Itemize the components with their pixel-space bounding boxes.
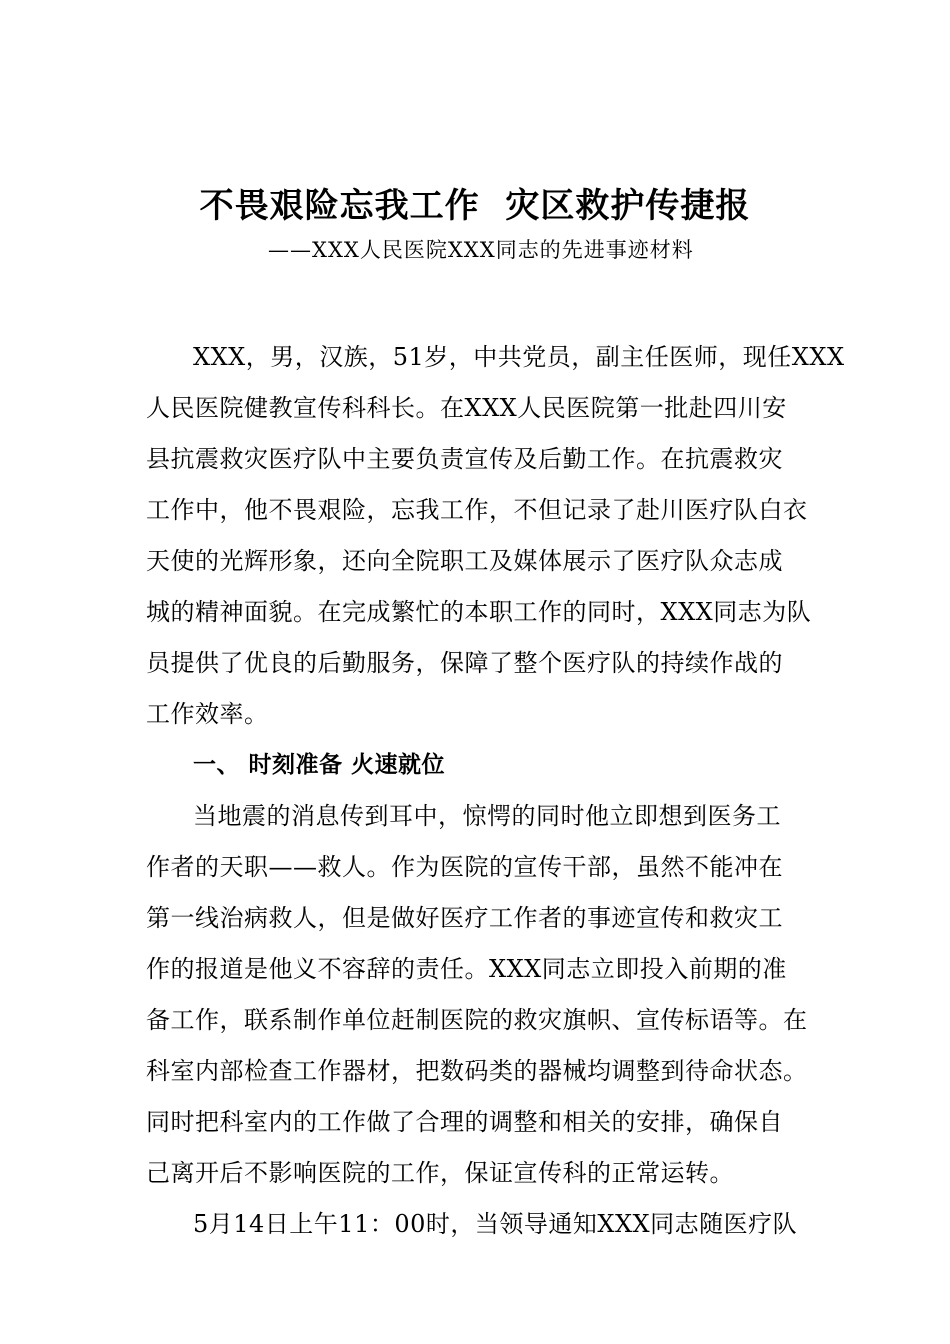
body-line: XXX，男，汉族，51岁，中共党员，副主任医师，现任XXX — [193, 343, 845, 371]
body-line: 工作中，他不畏艰险，忘我工作，不但记录了赴川医疗队白衣 — [146, 496, 808, 524]
body-line: 同时把科室内的工作做了合理的调整和相关的安排，确保自 — [146, 1108, 783, 1136]
body-line: 科室内部检查工作器材，把数码类的器械均调整到待命状态。 — [146, 1057, 808, 1085]
body-line: 作的报道是他义不容辞的责任。XXX同志立即投入前期的准 — [146, 955, 787, 983]
body-line: 当地震的消息传到耳中，惊愕的同时他立即想到医务工 — [193, 802, 781, 830]
body-line: 县抗震救灾医疗队中主要负责宣传及后勤工作。在抗震救灾 — [146, 445, 783, 473]
body-line: 天使的光辉形象，还向全院职工及媒体展示了医疗队众志成 — [146, 547, 783, 575]
body-line: 第一线治病救人，但是做好医疗工作者的事迹宣传和救灾工 — [146, 904, 783, 932]
body-line: 员提供了优良的后勤服务，保障了整个医疗队的持续作战的 — [146, 649, 783, 677]
body-line: 城的精神面貌。在完成繁忙的本职工作的同时，XXX同志为队 — [146, 598, 812, 626]
document-subtitle: ——XXX人民医院XXX同志的先进事迹材料 — [268, 238, 694, 262]
document-body — [146, 332, 845, 1250]
body-line: 己离开后不影响医院的工作，保证宣传科的正常运转。 — [146, 1159, 734, 1187]
body-line: 作者的天职——救人。作为医院的宣传干部，虽然不能冲在 — [146, 853, 783, 881]
body-line: 工作效率。 — [146, 700, 269, 728]
body-line: 5月14日上午11：00时，当领导通知XXX同志随医疗队 — [193, 1210, 798, 1238]
document-title: 不畏艰险忘我工作 灾区救护传捷报 — [199, 186, 751, 226]
body-line: 人民医院健教宣传科科长。在XXX人民医院第一批赴四川安 — [146, 394, 787, 422]
section-heading: 一、 时刻准备 火速就位 — [193, 752, 446, 778]
body-line: 备工作，联系制作单位赶制医院的救灾旗帜、宣传标语等。在 — [146, 1006, 808, 1034]
